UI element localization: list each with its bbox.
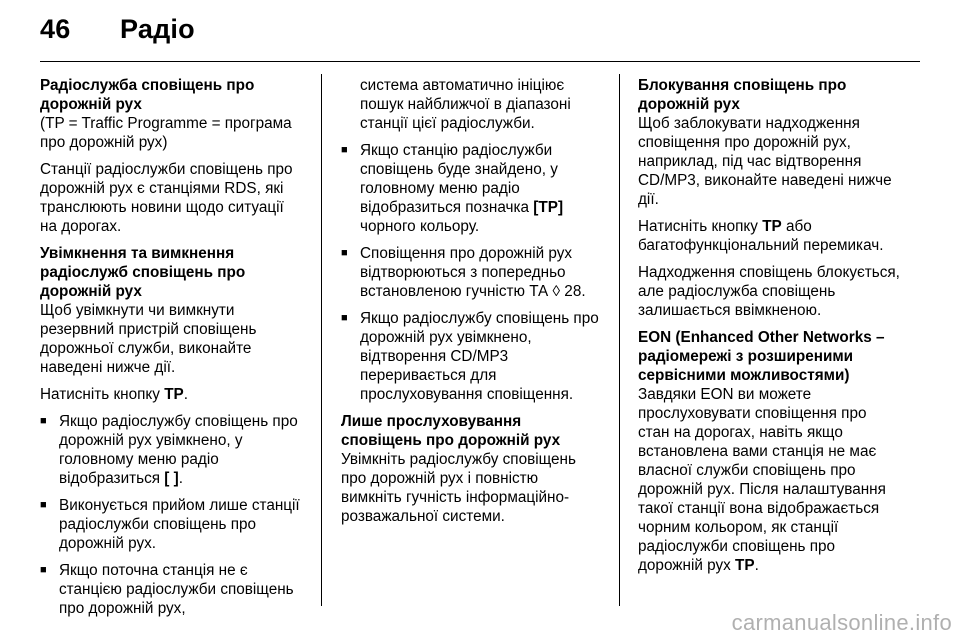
watermark: carmanualsonline.info	[731, 610, 952, 635]
bullet-icon: ■	[40, 499, 47, 511]
arrow-reference-icon: ◊	[552, 283, 561, 300]
bullet-icon: ■	[40, 415, 47, 427]
bullet-icon: ■	[341, 247, 348, 259]
paragraph: Увімкніть радіослужбу сповіщень про дорожній рух і повністю вимкніть гучність інформаційно-розважальної системи.	[341, 451, 576, 525]
list-item-continued: система автоматично ініціює пошук найближчої в діапазоні станції цієї радіослужби.	[360, 77, 571, 132]
header-rule	[40, 61, 920, 62]
tp-key-label: TP	[762, 218, 782, 235]
page-title: Радіо	[120, 14, 195, 44]
paragraph: Завдяки EON ви можете прослуховувати сповіщення про стан на дорогах, навіть якщо встановлена вами станція не має власної служби сповіщень про дорожній рух. Після налаштування такої станції вона відображається чорним кольором, як станції радіослужби сповіщень про дорожній рух TP.	[638, 386, 886, 574]
section-heading: Увімкнення та вимкнення радіослужб сповіщень про дорожній рух	[40, 245, 246, 300]
column-1	[40, 76, 302, 626]
bullet-icon: ■	[341, 144, 348, 156]
list-item: ■ Якщо станцію радіослужби сповіщень буде знайдено, у головному меню радіо відобразиться позначка [TP] чорного кольору.	[341, 142, 564, 235]
bullet-list	[40, 412, 302, 618]
paragraph: Щоб увімкнути чи вимкнути резервний пристрій сповіщень дорожньої служби, виконайте наведені нижче дії.	[40, 302, 257, 376]
paragraph: Натисніть кнопку TP або багатофункціональний перемикач.	[638, 218, 884, 254]
paragraph: Натисніть кнопку TP.	[40, 386, 188, 403]
list-item: ■ Виконується прийом лише станції радіослужби сповіщень про дорожній рух.	[40, 497, 300, 552]
list-item: ■ Якщо радіослужбу сповіщень про дорожній рух увімкнено, у головному меню радіо відобразиться [ ].	[40, 413, 298, 487]
column-divider	[619, 74, 620, 606]
page-number: 46	[40, 14, 71, 44]
bullet-icon: ■	[40, 564, 47, 576]
page-header	[40, 14, 195, 45]
section-heading: Лише прослуховування сповіщень про дорожній рух	[341, 413, 561, 449]
paragraph: Надходження сповіщень блокується, але радіослужба сповіщень залишається ввімкненою.	[638, 264, 900, 319]
bullet-icon: ■	[341, 312, 348, 324]
list-item: ■ Сповіщення про дорожній рух відтворюються з попередньо встановленою гучністю ТА ◊ 28.	[341, 245, 586, 300]
tp-key-label: TP	[164, 386, 184, 403]
list-item: ■ Якщо поточна станція не є станцією радіослужби сповіщень про дорожній рух,	[40, 562, 294, 617]
section-heading: EON (Enhanced Other Networks – радіомережі з розширеними сервісними можливостями)	[638, 329, 885, 384]
column-2	[341, 76, 603, 534]
tp-key-label: TP	[735, 557, 755, 574]
column-divider	[321, 74, 322, 606]
list-item: ■ Якщо радіослужбу сповіщень про дорожній рух увімкнено, відтворення CD/MP3 переривається для прослуховування сповіщення.	[341, 310, 599, 403]
section-heading: Радіослужба сповіщень про дорожній рух	[40, 77, 255, 113]
paragraph: (TP = Traffic Programme = програма про дорожній рух)	[40, 115, 292, 151]
column-3	[638, 76, 900, 583]
bullet-list	[341, 76, 603, 404]
paragraph: Станції радіослужби сповіщень про дорожній рух є станціями RDS, які транслюють новини щодо ситуації на дорогах.	[40, 161, 293, 235]
page-reference[interactable]: 28.	[560, 283, 586, 300]
section-heading: Блокування сповіщень про дорожній рух	[638, 77, 847, 113]
tp-symbol: [ ]	[164, 470, 179, 487]
paragraph: Щоб заблокувати надходження сповіщення про дорожній рух, наприклад, під час відтворення CD/MP3, виконайте наведені нижче дії.	[638, 115, 892, 208]
tp-symbol: [TP]	[533, 199, 564, 216]
